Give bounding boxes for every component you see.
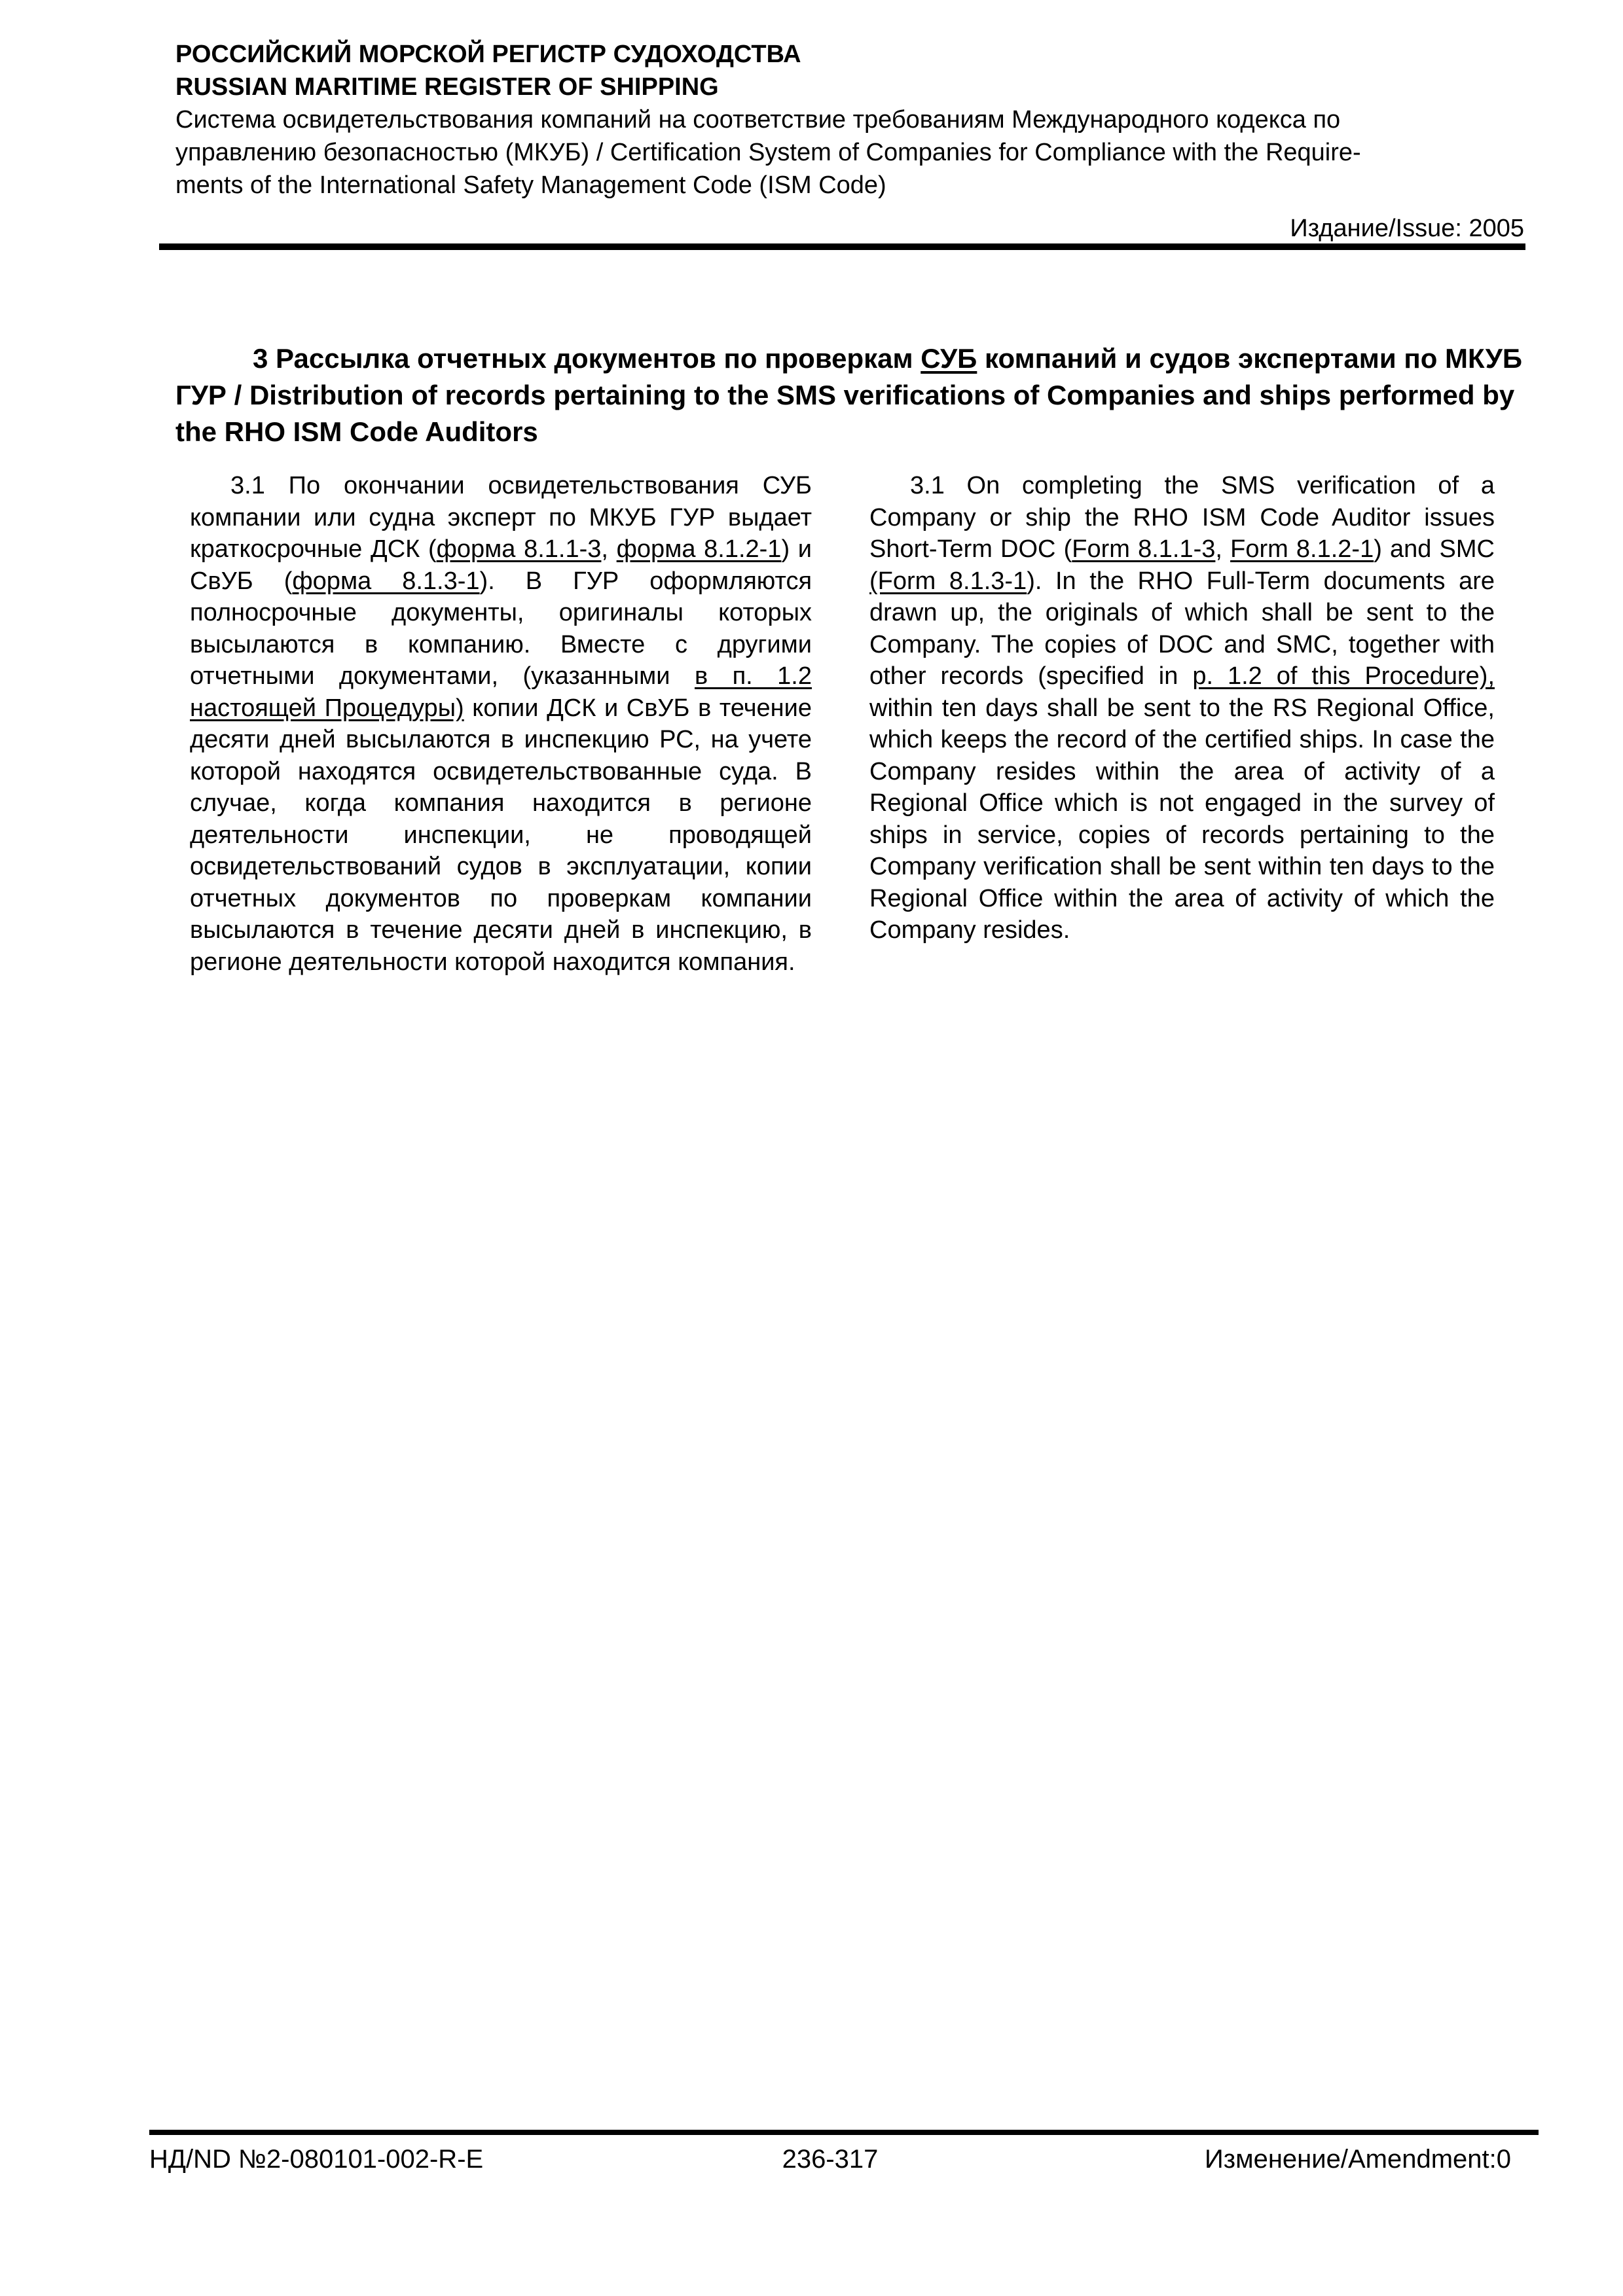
section-heading-underlined: СУБ	[921, 343, 977, 374]
link-procedure-1-2-ru[interactable]: в п. 1.2 настоящей Процедуры)	[190, 662, 812, 722]
text-run: ,	[1215, 535, 1231, 563]
certification-system-title	[175, 103, 1524, 202]
text-run: 3.1 On completing the SMS verification of a Company or ship the RHO ISM Code Auditor issues Short-Term DOC (	[869, 472, 1495, 563]
section-heading-text: 3 Рассылка отчетных документов по проверкам	[253, 343, 921, 374]
link-form-8-1-3-1-en[interactable]: (Form 8.1.3-1	[869, 567, 1027, 595]
document-number: НД/ND №2-080101-002-R-E	[149, 2145, 484, 2174]
org-name-en: RUSSIAN MARITIME REGISTER OF SHIPPING	[175, 73, 719, 101]
link-procedure-1-2-en[interactable]: p. 1.2 of this Procedure),	[1192, 662, 1495, 690]
footer-divider	[149, 2130, 1539, 2135]
link-form-8-1-2-1-ru[interactable]: форма 8.1.2-1	[616, 535, 782, 563]
link-form-8-1-2-1-en[interactable]: Form 8.1.2-1	[1230, 535, 1374, 563]
document-footer	[149, 2143, 1511, 2176]
header-divider	[159, 243, 1525, 250]
section-heading-text: компаний и судов экспертами по МКУБ ГУР / Distribution of records pertaining to the SMS verifications of Companies and ships performed by the RHO ISM Code Auditors	[175, 343, 1523, 447]
text-run: 3.1 По окончании освидетельствования СУБ компании или судна эксперт по МКУБ ГУР выдает краткосрочные ДСК (	[190, 472, 812, 563]
system-title-line: Система освидетельствования компаний на соответствие требованиям Международного кодекса по	[175, 106, 1341, 134]
system-title-line: управлению безопасностью (МКУБ) / Certification System of Companies for Compliance with the Require-	[175, 139, 1361, 166]
russian-column	[190, 470, 812, 978]
org-name-ru: РОССИЙСКИЙ МОРСКОЙ РЕГИСТР СУДОХОДСТВА	[175, 41, 801, 68]
text-run: ). In the RHO Full-Term documents are drawn up, the originals of which shall be sent to the Company. The copies of DOC and SMC, together with other records (specified in	[869, 567, 1495, 690]
text-run: ). В ГУР оформляются полносрочные документы, оригиналы которых высылаются в компанию. Вместе с другими отчетными документами, (указанными	[190, 567, 812, 690]
amendment-label: Изменение/Amendment:0	[1205, 2145, 1511, 2174]
issue-label: Издание/Issue: 2005	[1290, 215, 1524, 242]
link-form-8-1-1-3-ru[interactable]: форма 8.1.1-3	[436, 535, 602, 563]
text-run: within ten days shall be sent to the RS Regional Office, which keeps the record of the certified ships. In case the Company resides within the area of activity of a Regional Office which is not engaged in the survey of ships in service, copies of records pertaining to the Company verification shall be sent within ten days to the Regional Office within the area of activity of which the Company resides.	[869, 694, 1495, 944]
text-run: ,	[601, 535, 617, 563]
text-run: копии ДСК и СвУБ в течение десяти дней высылаются в инспекцию РС, на учете которой находятся освидетельствованные суда. В случае, когда компания находится в регионе деятельности инспекции, не проводящей освидетельствований судов в эксплуатации, копии отчетных документов по проверкам компании высылаются в течение десяти дней в инспекцию, в регионе деятельности которой находится компания.	[190, 694, 812, 976]
section-heading	[175, 340, 1524, 450]
paragraph-3-1-ru	[190, 470, 812, 978]
english-column	[869, 470, 1495, 946]
link-form-8-1-3-1-ru[interactable]: форма 8.1.3-1	[292, 567, 480, 595]
paragraph-3-1-en	[869, 470, 1495, 946]
page-number: 236-317	[782, 2145, 879, 2174]
document-header	[175, 38, 1524, 245]
system-title-line: ments of the International Safety Management Code (ISM Code)	[175, 171, 886, 199]
text-run: ) и СвУБ (	[190, 535, 812, 595]
text-run: ) and SMC	[1374, 535, 1495, 563]
link-form-8-1-1-3-en[interactable]: Form 8.1.1-3	[1072, 535, 1216, 563]
